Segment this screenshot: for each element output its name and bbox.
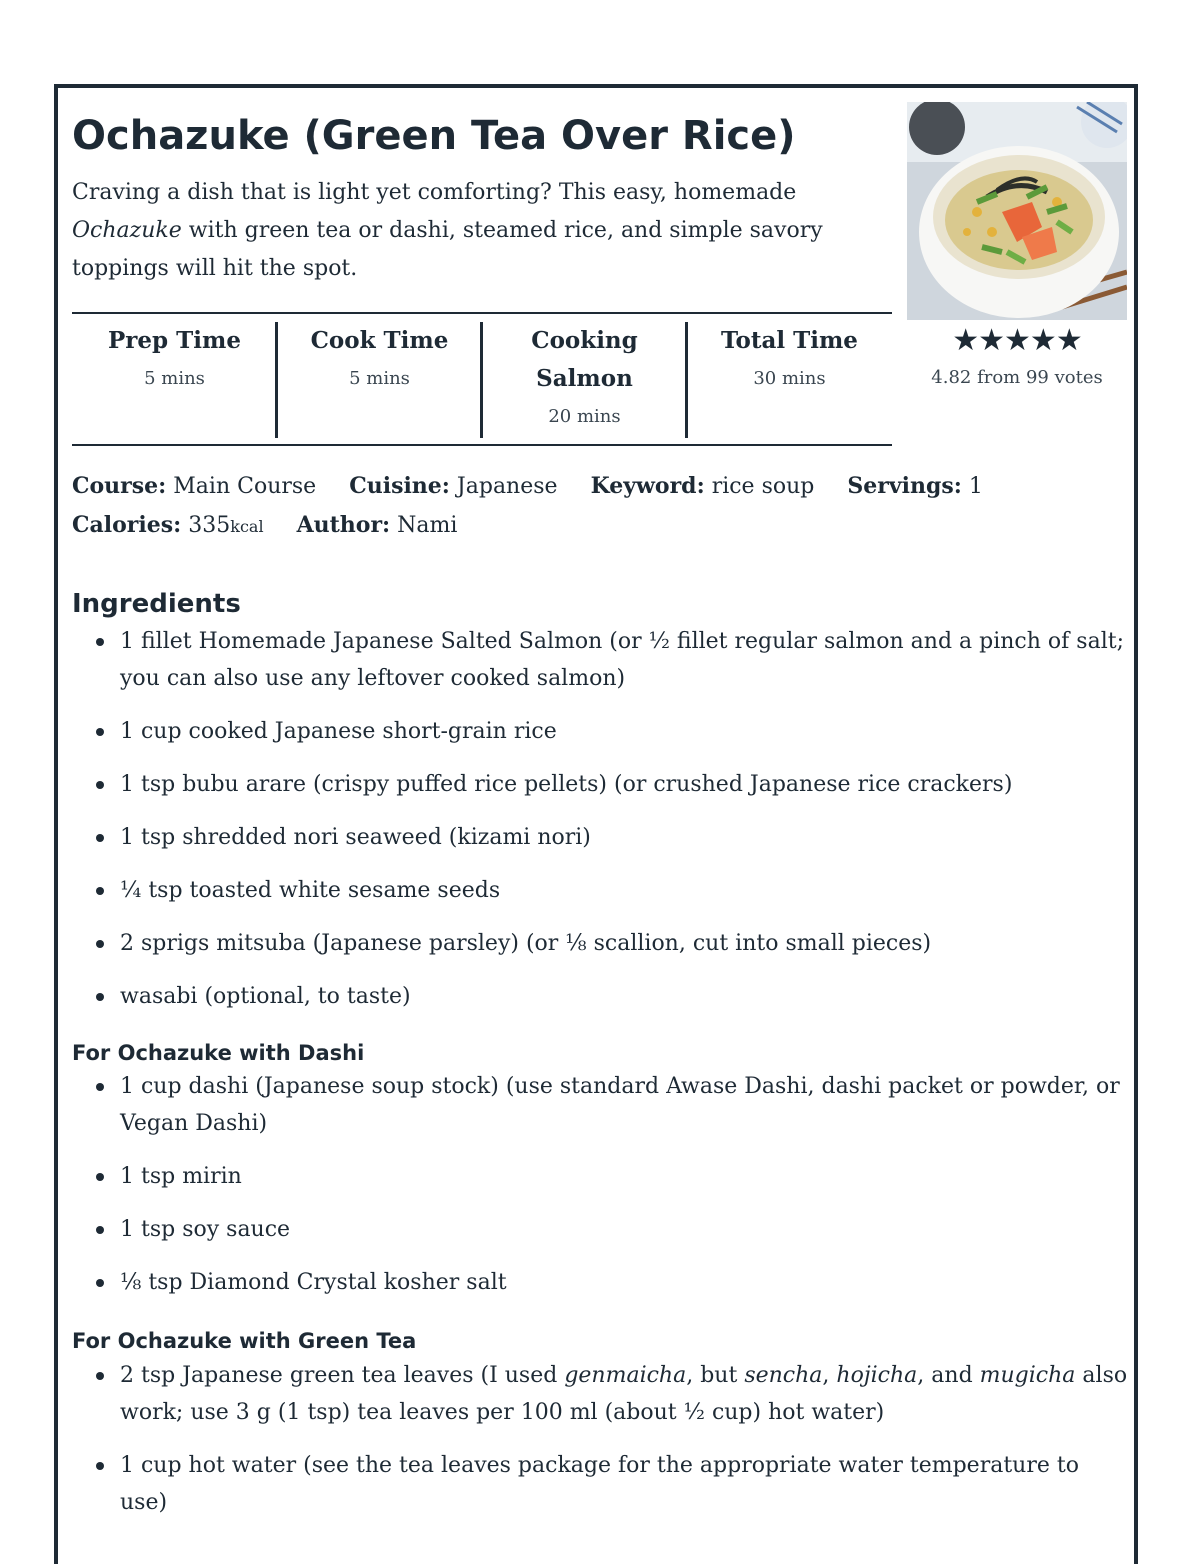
recipe-summary bbox=[72, 174, 872, 288]
ingredients-list bbox=[72, 623, 1132, 1031]
ochazuke-bowl-image bbox=[907, 102, 1127, 320]
meta-label: Keyword: bbox=[590, 473, 705, 499]
text: also work; use 3 g (1 tsp) tea leaves per 100 ml (about ½ cup) hot water) bbox=[120, 1363, 1128, 1425]
tea-name: mugicha bbox=[979, 1363, 1076, 1388]
list-item: 1 tsp mirin bbox=[72, 1158, 1132, 1195]
list-item: 1 tsp bubu arare (crispy puffed rice pellets) (or crushed Japanese rice crackers) bbox=[72, 766, 1132, 803]
servings-value[interactable]: 1 bbox=[968, 474, 983, 499]
meta-value: 335 bbox=[188, 513, 231, 538]
summary-text-2: with green tea or dashi, steamed rice, and simple savory toppings will hit the spot. bbox=[72, 218, 823, 281]
text: , bbox=[822, 1363, 837, 1388]
tea-name: sencha bbox=[744, 1363, 823, 1388]
time-total bbox=[687, 314, 892, 444]
list-item: 1 tsp soy sauce bbox=[72, 1211, 1132, 1248]
time-label: Total Time bbox=[721, 327, 858, 354]
meta-label: Author: bbox=[296, 512, 391, 538]
meta-value: Japanese bbox=[456, 474, 558, 499]
tea-name: hojicha bbox=[836, 1363, 918, 1388]
time-value: 20 mins bbox=[548, 406, 621, 427]
recipe-photo[interactable] bbox=[907, 102, 1127, 320]
recipe-meta bbox=[72, 467, 1132, 546]
calories-unit: kcal bbox=[230, 517, 264, 536]
recipe-times bbox=[72, 312, 892, 446]
time-cook bbox=[277, 314, 482, 444]
meta-label: Cuisine: bbox=[349, 473, 450, 499]
list-item bbox=[72, 1357, 1132, 1431]
text: , but bbox=[686, 1363, 745, 1388]
list-item: 2 sprigs mitsuba (Japanese parsley) (or ⅛ scallion, cut into small pieces) bbox=[72, 925, 1132, 962]
tea-heading: For Ochazuke with Green Tea bbox=[72, 1329, 417, 1353]
meta-label: Course: bbox=[72, 473, 167, 499]
dashi-heading: For Ochazuke with Dashi bbox=[72, 1041, 365, 1065]
time-label: Cook Time bbox=[310, 327, 449, 354]
text: , and bbox=[917, 1363, 980, 1388]
summary-emphasis: Ochazuke bbox=[72, 218, 182, 243]
time-cooking-salmon bbox=[482, 314, 687, 444]
meta-keyword bbox=[591, 474, 815, 499]
list-item: wasabi (optional, to taste) bbox=[72, 978, 1132, 1015]
list-item: 1 tsp shredded nori seaweed (kizami nori) bbox=[72, 819, 1132, 856]
list-item: 1 fillet Homemade Japanese Salted Salmon (or ½ fillet regular salmon and a pinch of salt; you can also use any leftover cooked salmon) bbox=[72, 623, 1132, 697]
tea-list bbox=[72, 1357, 1132, 1537]
meta-servings[interactable] bbox=[847, 474, 983, 499]
ingredients-heading: Ingredients bbox=[72, 589, 241, 619]
rating-votes: 4.82 from 99 votes bbox=[931, 367, 1103, 388]
meta-label: Calories: bbox=[72, 512, 182, 538]
list-item: ⅛ tsp Diamond Crystal kosher salt bbox=[72, 1264, 1132, 1301]
dashi-list bbox=[72, 1068, 1132, 1317]
time-value: 30 mins bbox=[753, 368, 826, 389]
recipe-title: Ochazuke (Green Tea Over Rice) bbox=[72, 113, 796, 159]
time-label: Cooking Salmon bbox=[531, 327, 638, 392]
text: 2 tsp Japanese green tea leaves (I used bbox=[120, 1363, 565, 1388]
list-item: 1 cup dashi (Japanese soup stock) (use standard Awase Dashi, dashi packet or powder, or Vegan Dashi) bbox=[72, 1068, 1132, 1142]
time-value: 5 mins bbox=[144, 368, 205, 389]
time-label: Prep Time bbox=[108, 327, 241, 354]
meta-author bbox=[297, 513, 458, 538]
tea-name: genmaicha bbox=[564, 1363, 687, 1388]
time-prep bbox=[72, 314, 277, 444]
list-item: 1 cup cooked Japanese short-grain rice bbox=[72, 713, 1132, 750]
summary-text-1: Craving a dish that is light yet comforting? This easy, homemade bbox=[72, 180, 797, 205]
list-item: ¼ tsp toasted white sesame seeds bbox=[72, 872, 1132, 909]
meta-value: rice soup bbox=[711, 474, 815, 499]
meta-calories bbox=[72, 513, 264, 538]
rating-stars[interactable]: ★★★★★ bbox=[952, 323, 1082, 358]
list-item: 1 cup hot water (see the tea leaves package for the appropriate water temperature to use) bbox=[72, 1447, 1132, 1521]
meta-value: Nami bbox=[397, 513, 458, 538]
meta-label: Servings: bbox=[847, 473, 962, 499]
meta-course bbox=[72, 474, 316, 499]
meta-value: Main Course bbox=[173, 474, 317, 499]
time-value: 5 mins bbox=[349, 368, 410, 389]
meta-cuisine bbox=[349, 474, 557, 499]
